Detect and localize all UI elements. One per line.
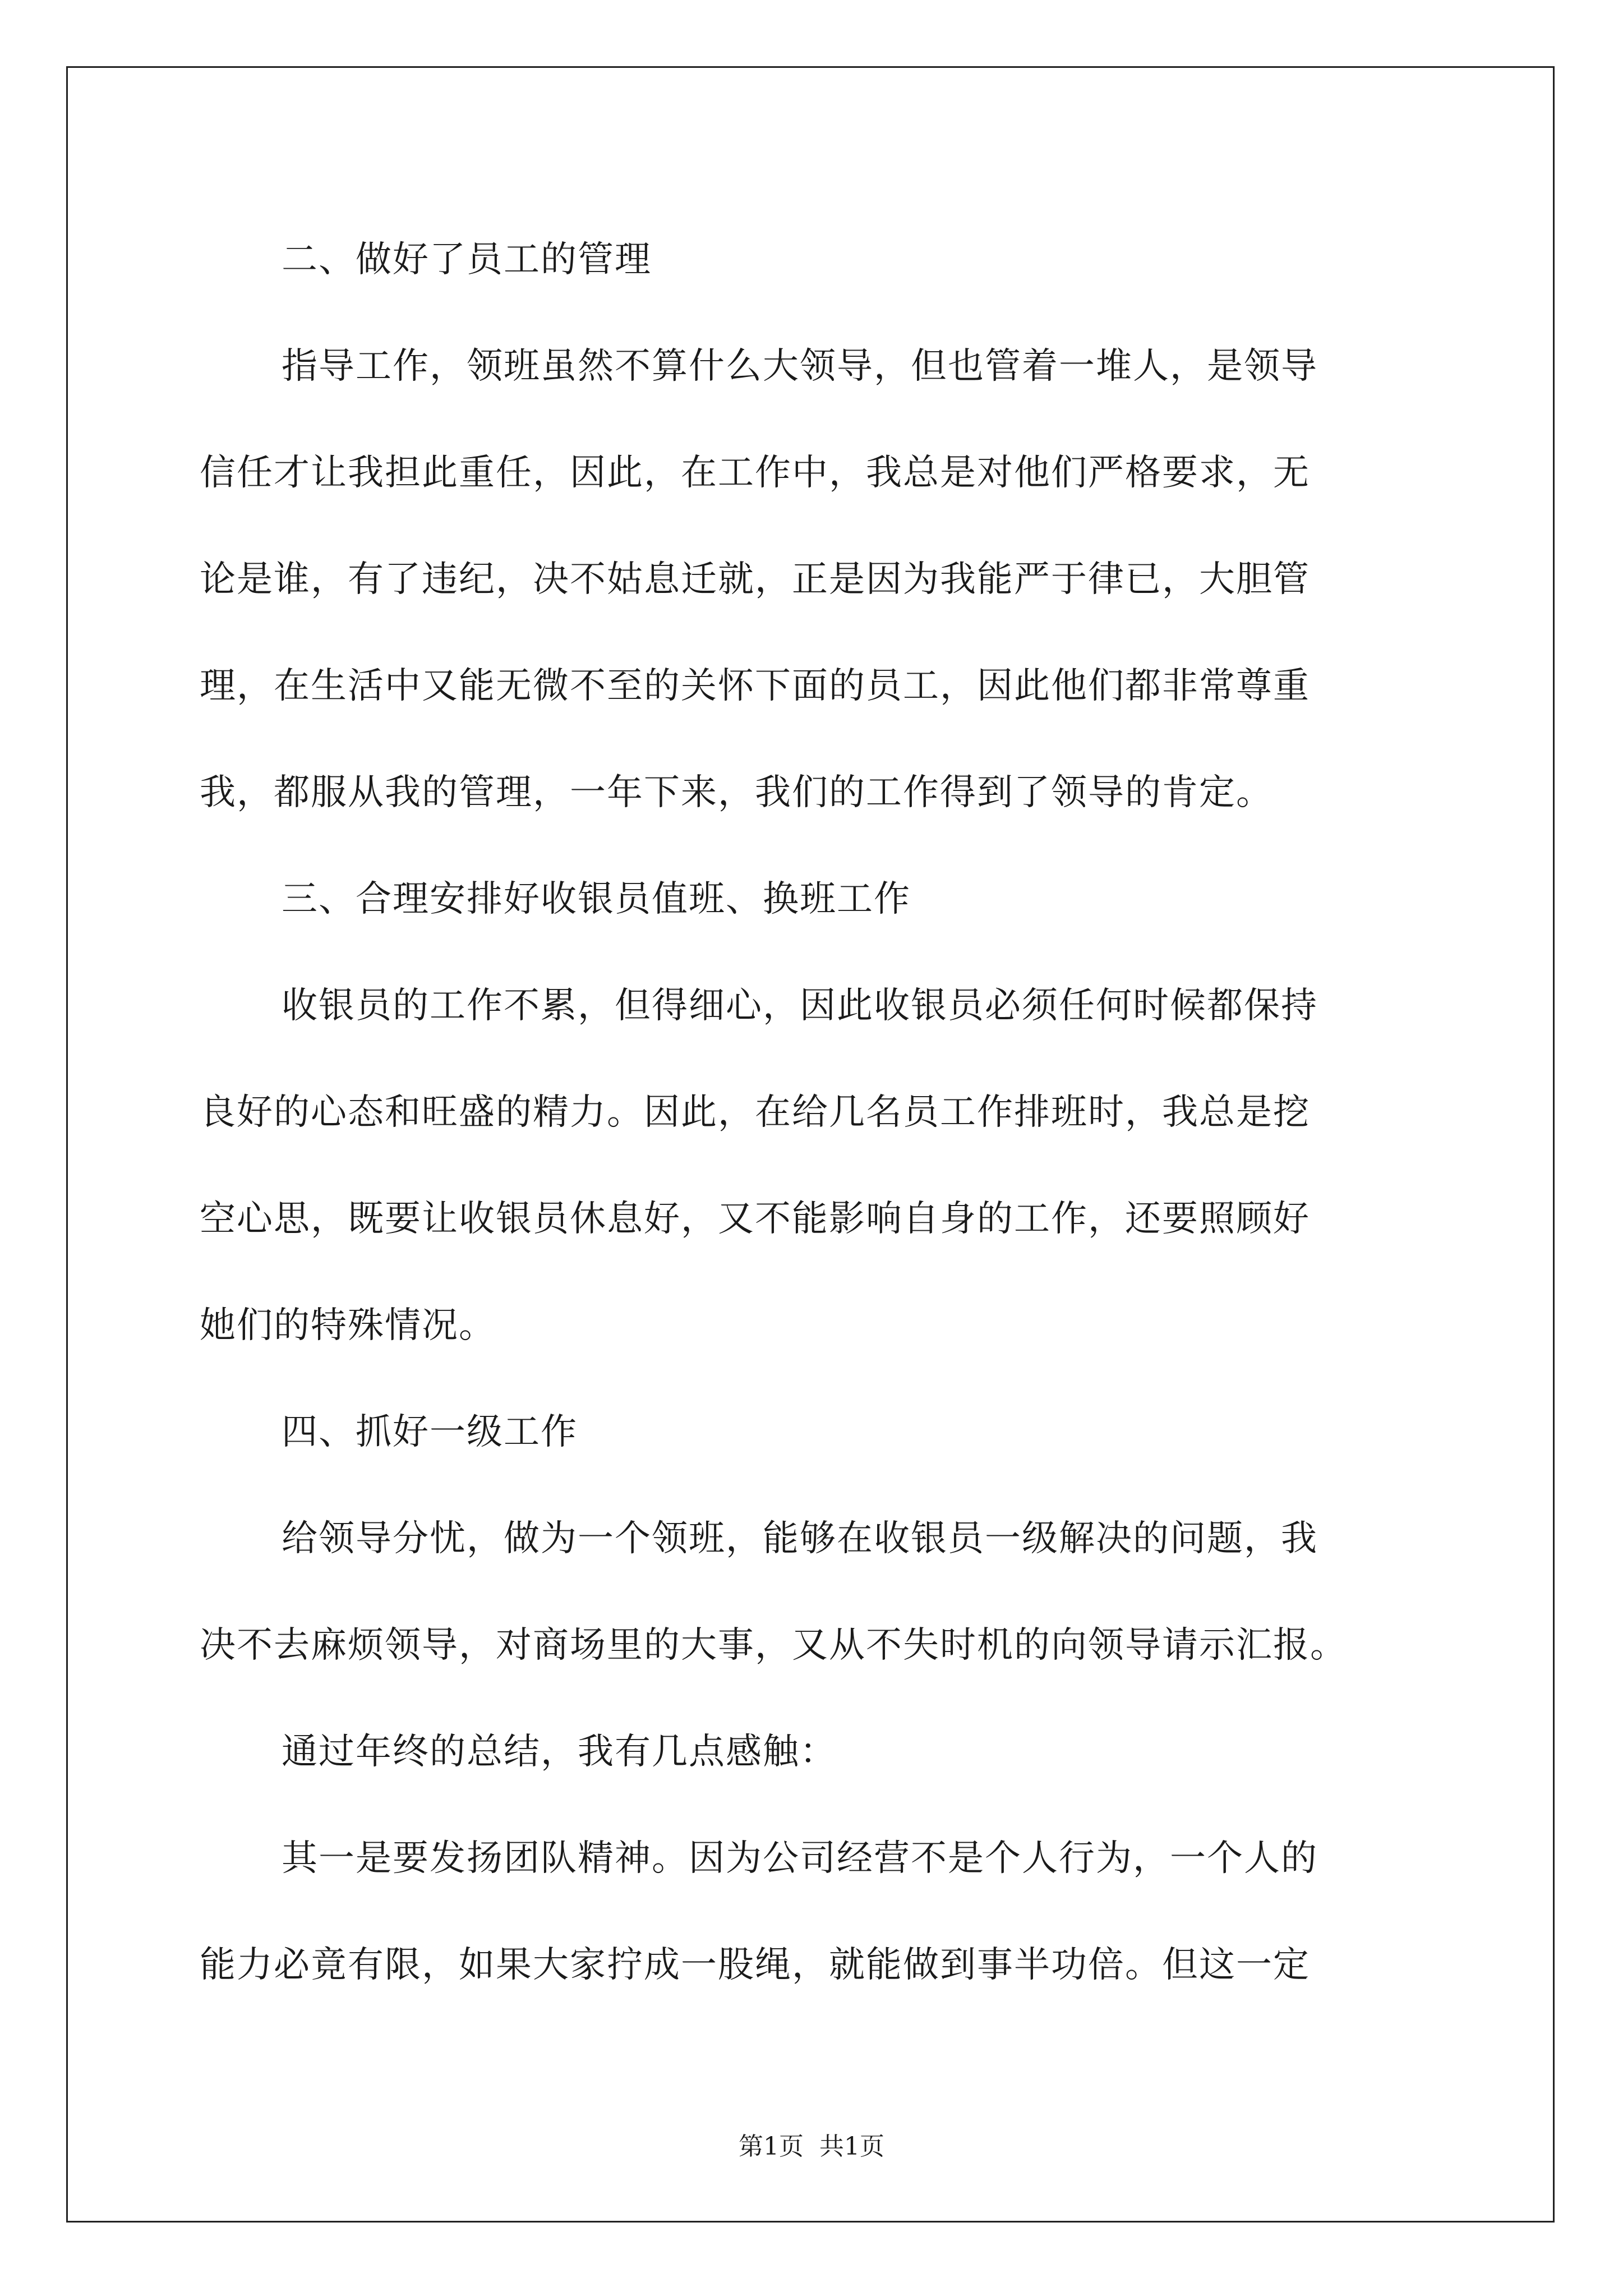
paragraph-line: 良好的心态和旺盛的精力。因此，在给几名员工作排班时，我总是挖 bbox=[200, 1092, 1310, 1133]
paragraph-line: 通过年终的总结，我有几点感触： bbox=[282, 1731, 837, 1773]
paragraph-line: 空心思，既要让收银员休息好，又不能影响自身的工作，还要照顾好 bbox=[200, 1198, 1310, 1240]
paragraph-line: 收银员的工作不累，但得细心，因此收银员必须任何时候都保持 bbox=[282, 985, 1318, 1027]
paragraph-line: 她们的特殊情况。 bbox=[200, 1305, 496, 1346]
paragraph-line: 给领导分忧，做为一个领班，能够在收银员一级解决的问题，我 bbox=[282, 1518, 1318, 1559]
section-heading-3: 三、合理安排好收银员值班、换班工作 bbox=[282, 878, 911, 920]
paragraph-line: 能力必竟有限，如果大家拧成一股绳，就能做到事半功倍。但这一定 bbox=[200, 1944, 1310, 1986]
paragraph-line: 论是谁，有了违纪，决不姑息迁就，正是因为我能严于律已，大胆管 bbox=[200, 559, 1310, 600]
section-heading-4: 四、抓好一级工作 bbox=[282, 1411, 578, 1453]
paragraph-line: 其一是要发扬团队精神。因为公司经营不是个人行为，一个人的 bbox=[282, 1838, 1318, 1879]
paragraph-line: 指导工作，领班虽然不算什么大领导，但也管着一堆人，是领导 bbox=[282, 346, 1318, 387]
paragraph-line: 信任才让我担此重任，因此，在工作中，我总是对他们严格要求，无 bbox=[200, 452, 1310, 494]
paragraph-line: 我，都服从我的管理，一年下来，我们的工作得到了领导的肯定。 bbox=[200, 772, 1273, 813]
document-body bbox=[200, 206, 1433, 2018]
page-footer: 第1页 共1页 bbox=[739, 2132, 884, 2161]
paragraph-line: 理，在生活中又能无微不至的关怀下面的员工，因此他们都非常尊重 bbox=[200, 665, 1310, 707]
paragraph-line: 决不去麻烦领导，对商场里的大事，又从不失时机的向领导请示汇报。 bbox=[200, 1625, 1347, 1666]
section-heading-2: 二、做好了员工的管理 bbox=[282, 239, 652, 280]
